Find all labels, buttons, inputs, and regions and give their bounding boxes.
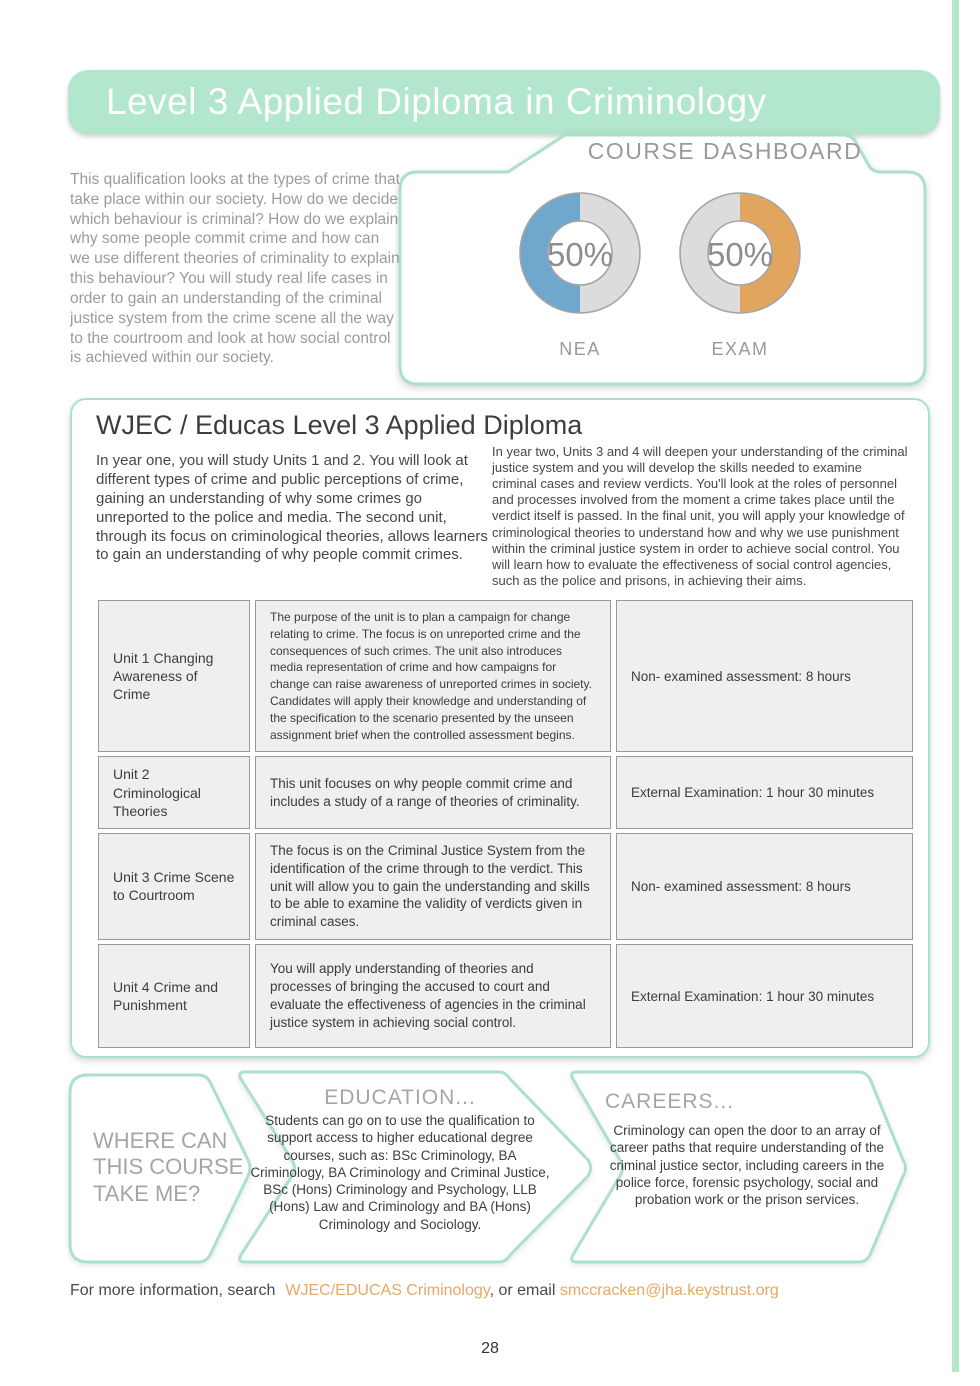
table-row-unit-1 bbox=[98, 600, 913, 752]
donut-exam-label: EXAM bbox=[711, 339, 769, 359]
careers-body: Criminology can open the door to an array of career paths that require understanding of the criminal justice sector, including careers in the police force, forensic psychology, social and probation work or the prison services. bbox=[609, 1123, 885, 1208]
unit-4-name: Unit 4 Crime and Punishment bbox=[98, 944, 250, 1048]
unit-1-description: The purpose of the unit is to plan a campaign for change relating to crime. The focus is on unreported crime and the consequences of such crimes. The unit also introduces media representation of crime and how campaigns for change can raise awareness of unreported crimes in society. Candidates will apply their knowledge and understanding of the specification to the scenario presented by the unseen assignment brief when the controlled assessment begins. bbox=[255, 600, 611, 752]
year-one-paragraph: In year one, you will study Units 1 and 2. You will look at different types of crime and public perceptions of crime, gaining an understanding of why some crimes go unreported to the police and media. The second unit, through its focus on criminological theories, allows learners to gain an understanding of why people commit crimes. bbox=[96, 452, 488, 564]
donut-nea-label: NEA bbox=[559, 339, 601, 359]
table-row-unit-4 bbox=[98, 944, 913, 1048]
unit-3-assessment: Non- examined assessment: 8 hours bbox=[616, 833, 913, 940]
table-row-unit-2 bbox=[98, 756, 913, 829]
unit-1-assessment: Non- examined assessment: 8 hours bbox=[616, 600, 913, 752]
education-body: Students can go on to use the qualification to support access to higher educational degree courses, such as: BSc Criminology, BA Criminology, BA Criminology and Criminal Justice, BSc (Hons) Criminology and Psychology, LLB (Hons) Law and Criminology and BA (Hons) Criminology and Sociology. bbox=[250, 1113, 550, 1232]
unit-3-description: The focus is on the Criminal Justice System from the identification of the crime through to the verdict. This unit will allow you to gain the understanding and skills to be able to examine the validity of verdicts given in criminal cases. bbox=[255, 833, 611, 940]
year-two-paragraph: In year two, Units 3 and 4 will deepen your understanding of the criminal justice system and you will develop the skills needed to examine criminal cases and review verdicts. You'll look at the roles of personnel and processes involved from the moment a crime takes place until the verdict itself is passed. In the final unit, you will apply your knowledge of criminological theories to understand how and why we use punishment within the criminal justice system in order to achieve social control. You will learn how to evaluate the effectiveness of social control agencies, such as the police and prisons, in achieving their aims. bbox=[492, 444, 908, 588]
intro-paragraph: This qualification looks at the types of crime that take place within our society. How do we decide which behaviour is criminal? How do we explain why some people commit crime and how can we use different theories of criminality to explain this behaviour? You will study real life cases in order to gain an understanding of the criminal justice system from the crime scene all the way to the courtroom and look at how social control is achieved within our society. bbox=[70, 171, 400, 367]
title-banner bbox=[68, 70, 940, 134]
unit-2-description: This unit focuses on why people commit crime and includes a study of a range of theories of criminality. bbox=[255, 756, 611, 829]
dashboard-outline-path bbox=[400, 135, 925, 384]
search-term-link[interactable]: WJEC/EDUCAS Criminology bbox=[285, 1282, 490, 1299]
course-detail-panel bbox=[70, 398, 930, 1058]
page-number: 28 bbox=[481, 1340, 499, 1357]
footer-prefix: For more information, search bbox=[70, 1282, 276, 1299]
unit-2-assessment: External Examination: 1 hour 30 minutes bbox=[616, 756, 913, 829]
careers-heading: CAREERS... bbox=[605, 1090, 735, 1113]
unit-4-assessment: External Examination: 1 hour 30 minutes bbox=[616, 944, 913, 1048]
dashboard-title: COURSE DASHBOARD bbox=[587, 138, 863, 164]
course-section-heading: WJEC / Educas Level 3 Applied Diploma bbox=[96, 410, 583, 440]
donut-nea-percent: 50% bbox=[546, 236, 614, 273]
footer-contact-line bbox=[70, 1282, 779, 1300]
table-row-unit-3 bbox=[98, 833, 913, 940]
unit-1-name: Unit 1 Changing Awareness of Crime bbox=[98, 600, 250, 752]
where-can-this-course-take-me-label: WHERE CAN THIS COURSE TAKE ME? bbox=[93, 1128, 244, 1206]
dashboard-panel-outline bbox=[395, 126, 935, 392]
donut-exam-percent: 50% bbox=[706, 236, 774, 273]
unit-4-description: You will apply understanding of theories and processes of bringing the accused to court and evaluate the effectiveness of agencies in the criminal justice system in achieving social control. bbox=[255, 944, 611, 1048]
education-heading: EDUCATION... bbox=[324, 1086, 476, 1109]
units-table bbox=[93, 596, 918, 1052]
page-title: Level 3 Applied Diploma in Criminology bbox=[106, 81, 767, 122]
unit-2-name: Unit 2 Criminological Theories bbox=[98, 756, 250, 829]
email-link[interactable]: smccracken@jha.keystrust.org bbox=[559, 1282, 779, 1299]
footer-middle: , or email bbox=[489, 1282, 560, 1299]
unit-3-name: Unit 3 Crime Scene to Courtroom bbox=[98, 833, 250, 940]
page-edge-rule bbox=[952, 0, 959, 1372]
